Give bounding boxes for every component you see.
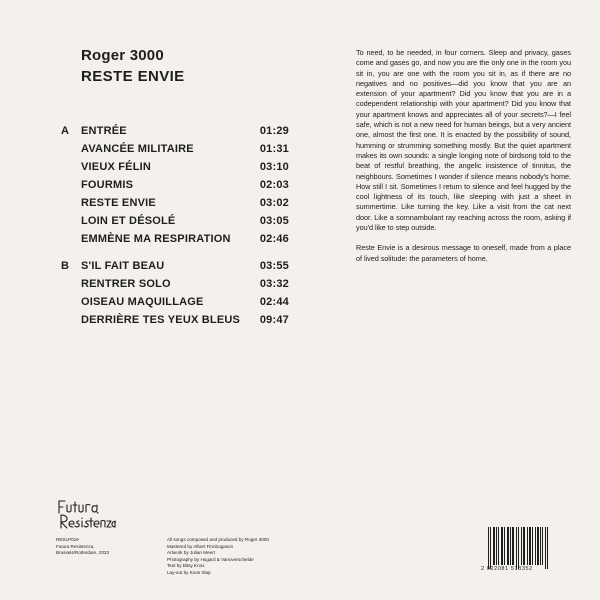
side-b-label: B: [61, 260, 69, 272]
barcode-number: 2 022081 513352: [481, 566, 533, 572]
track-duration: 09:47: [259, 314, 289, 326]
track-duration: 02:03: [259, 179, 289, 191]
liner-notes-paragraph: To need, to be needed, in four corners. Sleep and privacy, gases come and gases go, and now you are the only one in the room you sit in, you are one with the room you sit in, as if there are no negatives and no positives—did you know that you are an extension of your apartment? Did you know that you are in a codependent relationship with your apartment? Did you know that your apartment knows and appreciates all of your secrets?—I feel safe, which is not a new need for human beings, but a very ancient one, almost the first one. It is enacted by the possibility of sound, humming or strumming something mostly. But the quiet apartment makes its own sounds: a single longing note of birdsong told to the beat of restful breathing, the angelic insistence of tinnitus, the neighbours. Sometimes I wonder if silence means nobody's home. How still I sit. Sometimes I return to silence and feel hugged by the cool lightness of its touch, like sleeping with just a sheet in summertime. Like turning the key. Like a visit from the cat next door. Like a somnambulant ray reaching across the room, asking if you'd like to step outside.: [356, 48, 571, 233]
tracklist-item: [81, 278, 289, 292]
track-duration: 03:05: [259, 215, 289, 227]
track-duration: 03:32: [259, 278, 289, 290]
catalog-number: RESLP019: [56, 537, 79, 542]
track-title: ENTRÉE: [81, 125, 127, 137]
credits: [167, 537, 269, 577]
label-info: [56, 537, 109, 557]
track-title: AVANCÉE MILITAIRE: [81, 143, 194, 155]
track-title: VIEUX FÉLIN: [81, 161, 152, 173]
track-duration: 02:44: [259, 296, 289, 308]
liner-notes: [356, 48, 571, 274]
track-duration: 03:10: [259, 161, 289, 173]
track-title: S'IL FAIT BEAU: [81, 260, 165, 272]
credit-line: Artwork by Julian Meert: [167, 550, 215, 556]
label-name: Futura Resistenza,: [56, 543, 95, 549]
credit-line: Lay-out by Koos Slap: [167, 569, 211, 575]
label-location: Brussels/Rotterdam, 2023: [56, 550, 110, 556]
track-title: EMMÈNE MA RESPIRATION: [81, 233, 231, 245]
tracklist-item: [81, 125, 289, 139]
barcode-icon: [488, 527, 548, 569]
tracklist-item: [81, 179, 289, 193]
credit-line: Text by Bitsy Knox: [167, 563, 205, 569]
track-duration: 02:46: [259, 233, 289, 245]
album-title: RESTE ENVIE: [81, 68, 185, 85]
track-duration: 01:29: [259, 125, 289, 137]
track-title: DERRIÈRE TES YEUX BLEUS: [81, 314, 241, 326]
artist-name: Roger 3000: [81, 47, 164, 64]
credit-line: All songs composed and produced by Roger 3000: [167, 537, 269, 542]
futura-resistenza-logo: [56, 497, 116, 531]
tracklist-item: [81, 296, 289, 310]
track-duration: 01:31: [259, 143, 289, 155]
tracklist-item: [81, 314, 289, 328]
side-a-label: A: [61, 125, 69, 137]
track-duration: 03:55: [259, 260, 289, 272]
track-title: RESTE ENVIE: [81, 197, 156, 209]
track-title: LOIN ET DÉSOLÉ: [81, 215, 176, 227]
tracklist-item: [81, 215, 289, 229]
tracklist-item: [81, 233, 289, 247]
track-title: OISEAU MAQUILLAGE: [81, 296, 204, 308]
liner-notes-paragraph: Reste Envie is a desirous message to oneself, made from a place of lived solitude: the parameters of home.: [356, 243, 571, 263]
tracklist-item: [81, 161, 289, 175]
track-title: RENTRER SOLO: [81, 278, 171, 290]
track-title: FOURMIS: [81, 179, 134, 191]
track-duration: 03:02: [259, 197, 289, 209]
tracklist-item: [81, 197, 289, 211]
credit-line: Photography by Hugard & Vanoverschelde: [167, 556, 254, 562]
credit-line: Mastered by Albert Finnbogason: [167, 543, 234, 549]
tracklist-item: [81, 143, 289, 157]
tracklist-item: [81, 260, 289, 274]
